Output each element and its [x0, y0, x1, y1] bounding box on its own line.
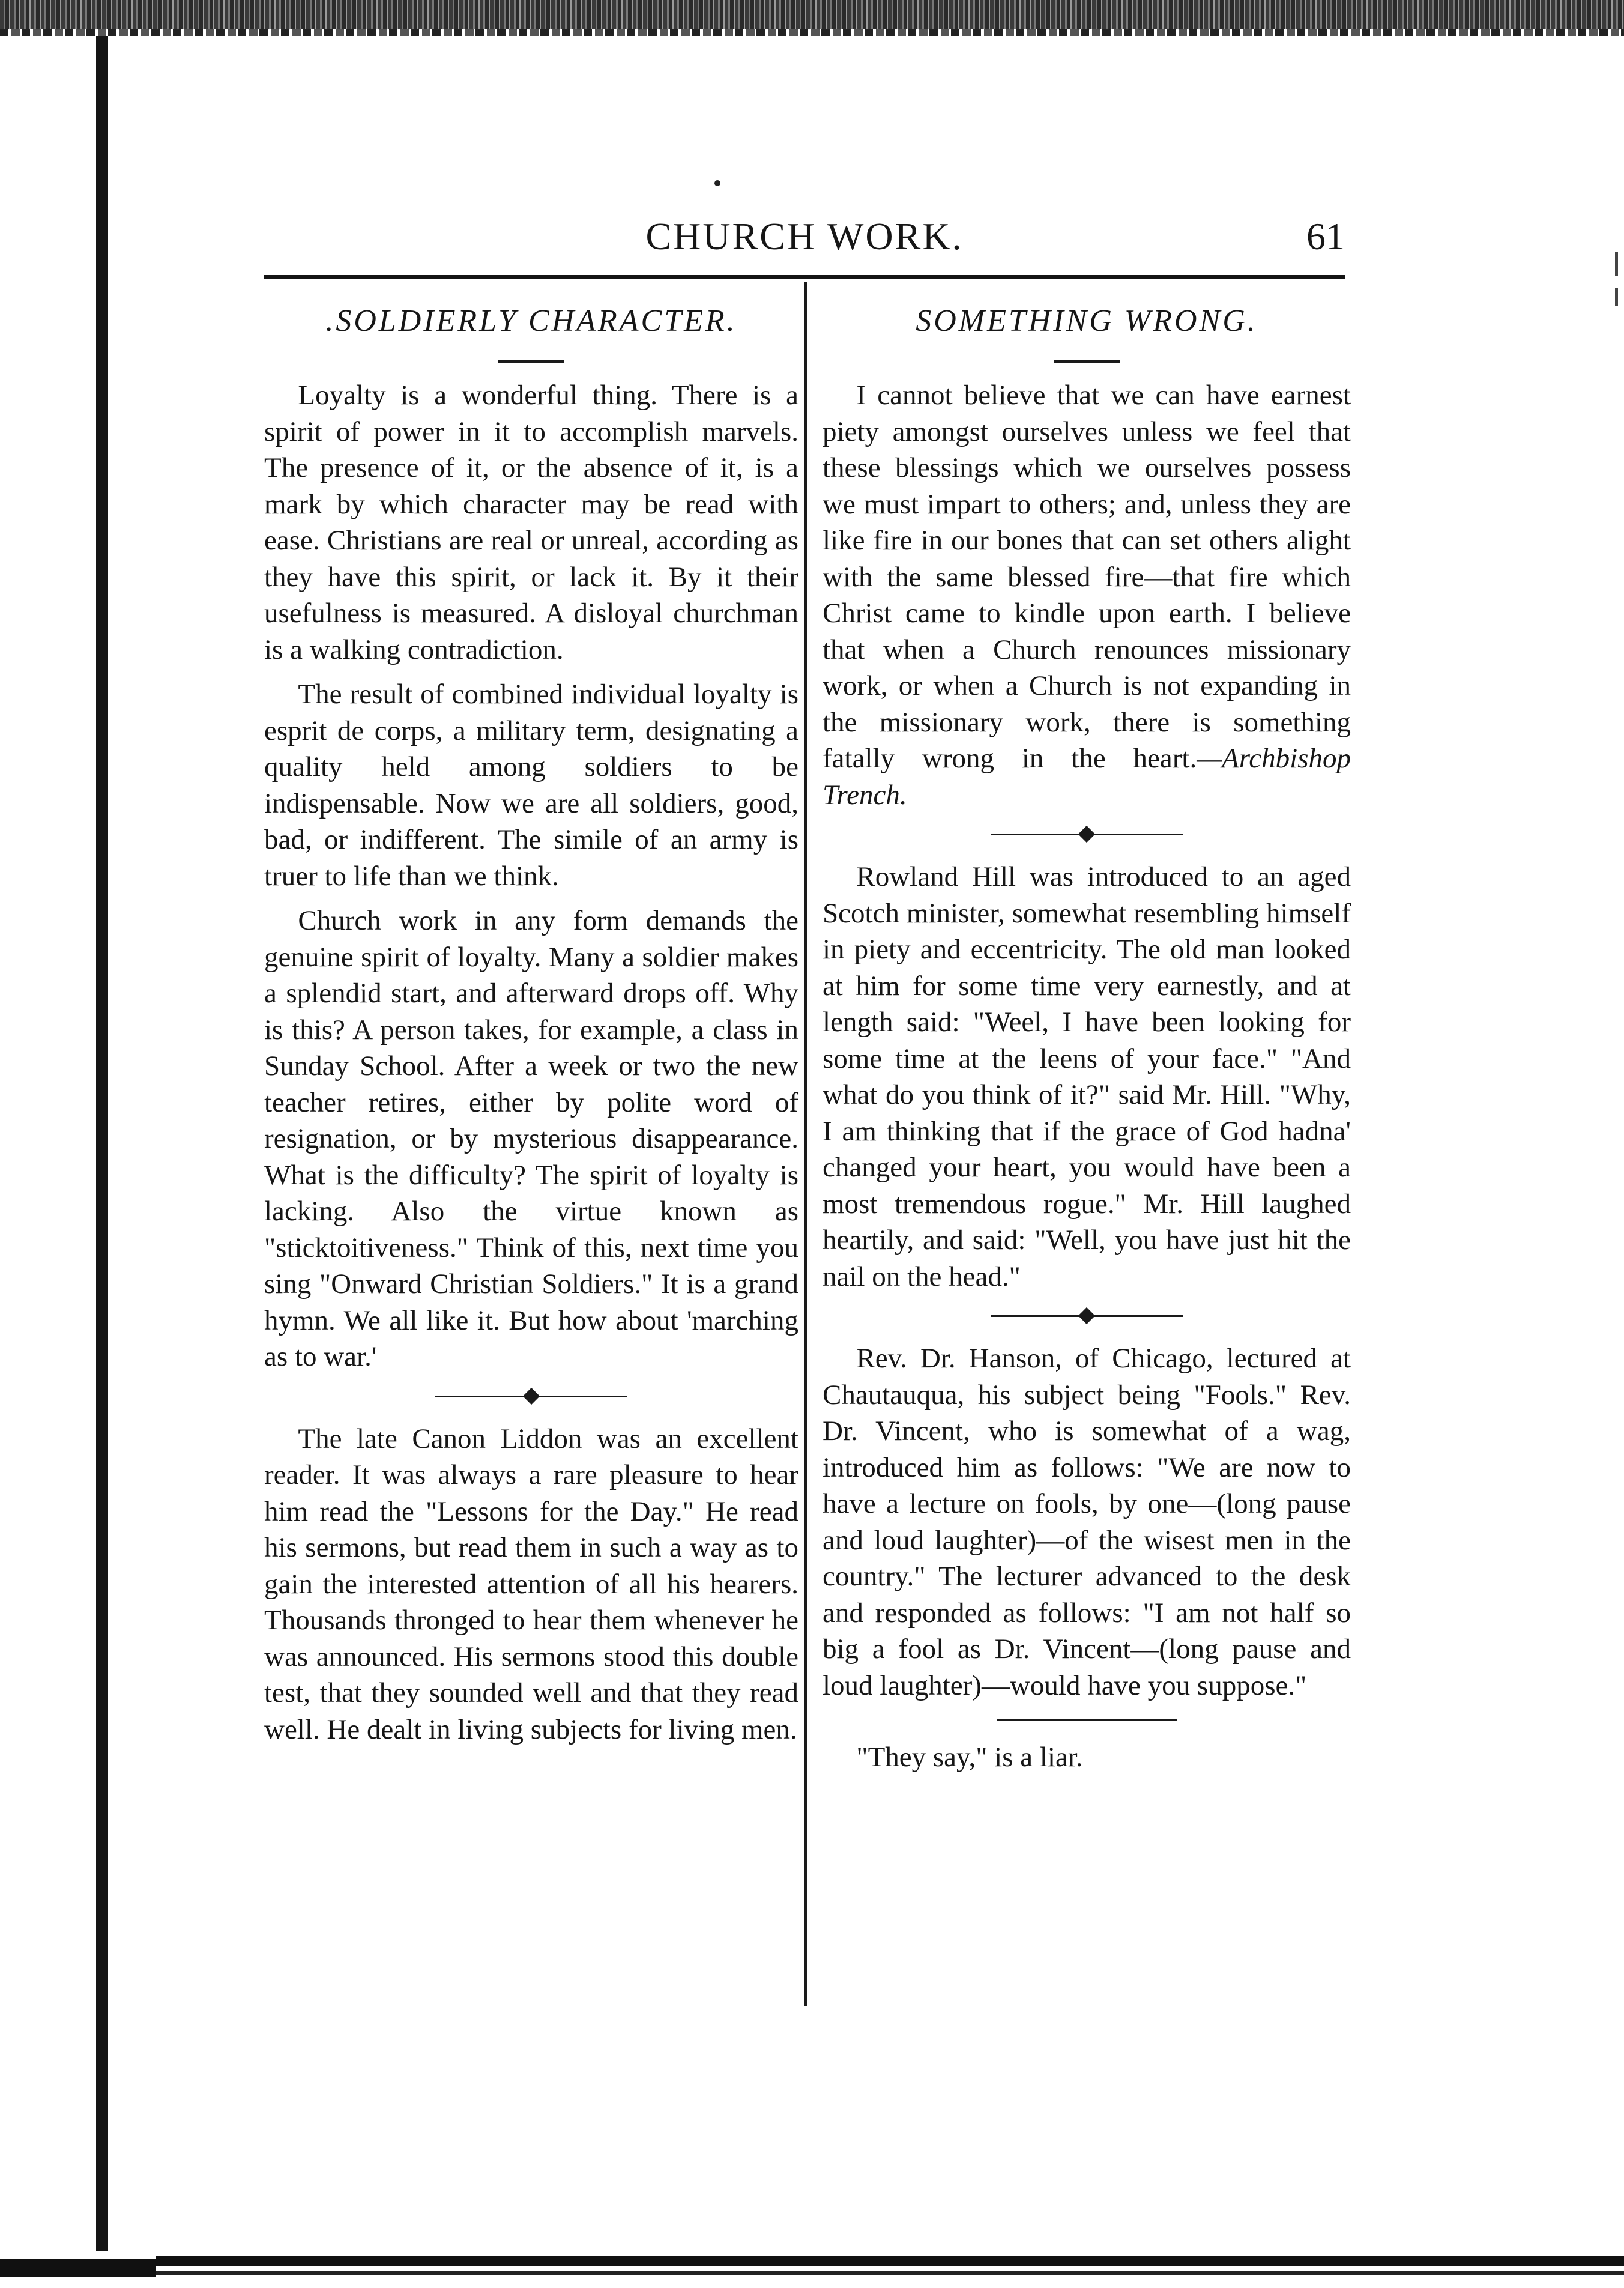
edge-mark	[1615, 252, 1618, 276]
attribution: —Archbishop Trench.	[823, 743, 1351, 811]
paragraph: "They say," is a liar.	[856, 1742, 1083, 1773]
paragraph-text: I cannot believe that we can have earnest piety amongst ourselves unless we feel that these blessings which we ourselves possess we must impart to others; and, unless they are like fire in our bones that can set others alight with the same blessed fire—that fire which Christ came to kindle upon earth. I believe that when a Church renounces missionary work, or when a Church is not expanding in the missionary work, there is something fatally wrong in the heart.	[823, 380, 1351, 774]
section-divider	[997, 1719, 1177, 1721]
paragraph: Rowland Hill was introduced to an aged Scotch minister, somewhat resembling himself in piety and eccentricity. The old man looked at him for some time very earnestly, and at length said: "Weel, I have been looking for some time at the leens of your face." "And what do you think of it?" said Mr. Hill. "Why, I am thinking that if the grace of God hadna' changed your heart, you would have been a most tremendous rogue." Mr. Hill laughed heartily, and said: "Well, you have just hit the nail on the head."	[823, 861, 1351, 1292]
left-column	[264, 300, 798, 2030]
section-title: SOMETHING WRONG.	[916, 304, 1258, 338]
page-bottom-edge	[0, 2251, 1624, 2288]
right-column	[823, 300, 1351, 2030]
paragraph: The result of combined individual loyalty is esprit de corps, a military term, designating a quality held among soldiers to be indispensable. Now we are all soldiers, good, bad, or indifferent. The simile of an army is truer to life than we think.	[264, 679, 798, 892]
page-number: 61	[1306, 215, 1345, 258]
column-divider	[804, 282, 807, 2006]
paragraph	[823, 377, 1351, 813]
page-binding-edge	[96, 36, 108, 2282]
section-title: .SOLDIERLY CHARACTER.	[325, 304, 737, 338]
paragraph: Rev. Dr. Hanson, of Chicago, lectured at Chautauqua, his subject being "Fools." Rev. Dr. Vincent, who is somewhat of a wag, introduced him as follows: "We are now to have a lecture on fools, by one—(long pause and loud laughter)—of the wisest men in the country." The lecturer advanced to the desk and responded as follows: "I am not half so big a fool as Dr. Vincent—(long pause and loud laughter)—would have you suppose."	[823, 1343, 1351, 1701]
paragraph: Church work in any form demands the genuine spirit of loyalty. Many a soldier makes a splendid start, and afterward drops off. Why is this? A person takes, for example, a class in Sunday School. After a week or two the new teacher retires, either by polite word of resignation, or by mysterious disappearance. What is the difficulty? The spirit of loyalty is lacking. Also the virtue known as "sticktoitiveness." Think of this, next time you sing "Onward Christian Soldiers." It is a grand hymn. We all like it. But how about 'marching as to war.'	[264, 905, 798, 1372]
title-rule	[1054, 360, 1120, 363]
header-rule	[264, 275, 1345, 279]
title-rule	[498, 360, 564, 363]
section-divider	[991, 1307, 1183, 1325]
section-divider	[991, 825, 1183, 843]
running-head	[264, 205, 1345, 271]
page-top-edge	[0, 0, 1624, 36]
paragraph: Loyalty is a wonderful thing. There is a spirit of power in it to accomplish marvels. The presence of it, or the absence of it, is a mark by which character may be read with ease. Christians are real or unreal, according as they have this spirit, or lack it. By it their usefulness is measured. A disloyal churchman is a walking contradiction.	[264, 380, 798, 665]
edge-mark	[1615, 288, 1618, 306]
paragraph: The late Canon Liddon was an excellent reader. It was always a rare pleasure to hear him read the "Lessons for the Day." He read his sermons, but read them in such a way as to gain the interested attention of all his hearers. Thousands thronged to hear them whenever he was announced. His sermons stood this double test, that they sounded well and that they read well. He dealt in living subjects for living men.	[264, 1423, 798, 1745]
ornament-dot	[714, 180, 720, 186]
running-title: CHURCH WORK.	[645, 215, 964, 258]
section-divider	[435, 1387, 627, 1405]
